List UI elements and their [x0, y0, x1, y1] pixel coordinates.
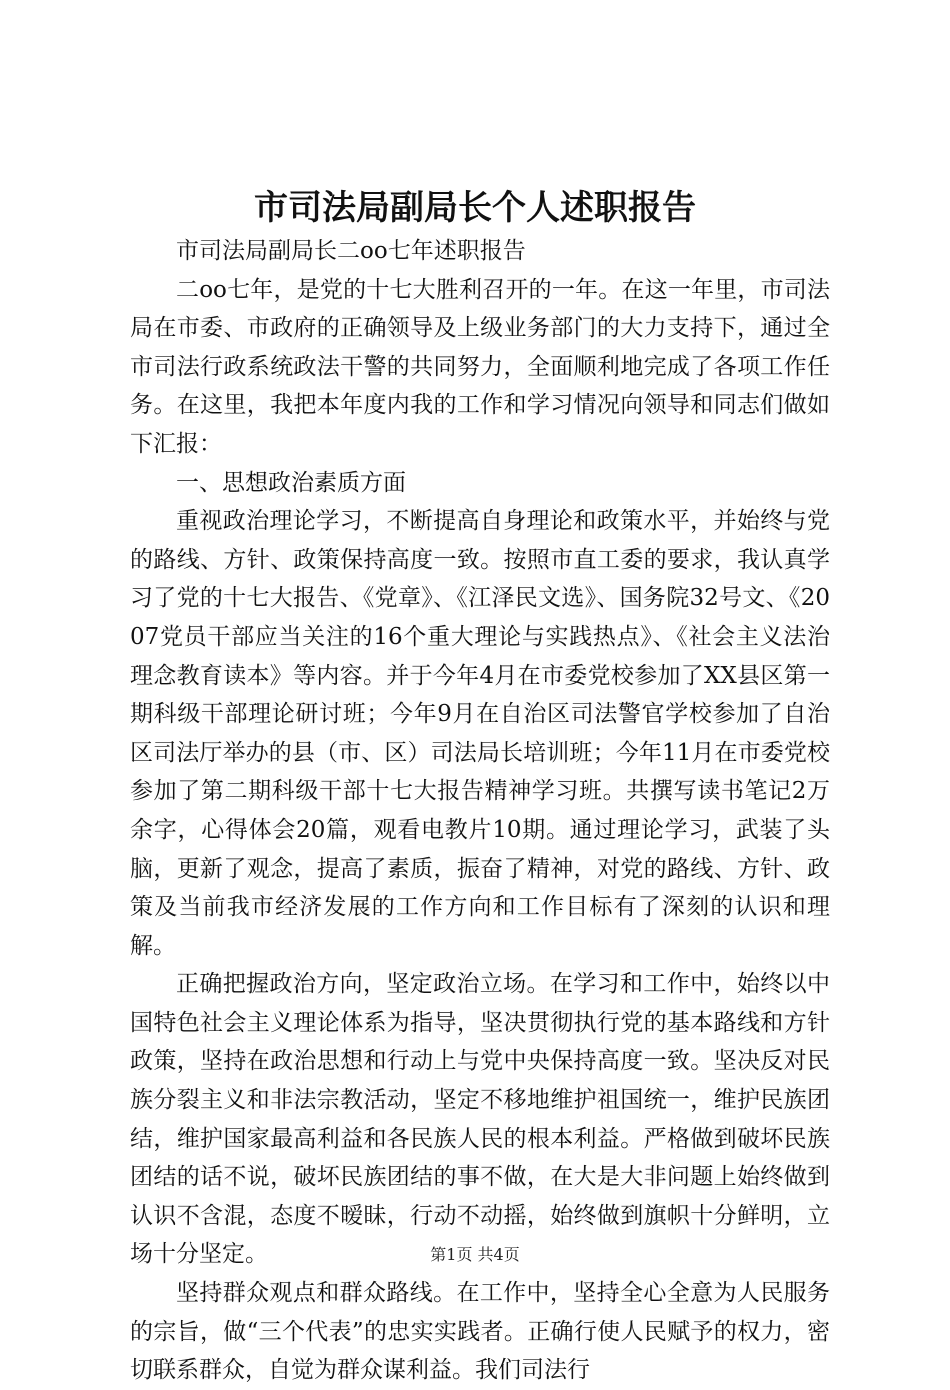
- document-body: [130, 232, 830, 1390]
- body-paragraph: 坚持群众观点和群众路线。在工作中，坚持全心全意为人民服务的宗旨，做“三个代表”的忠实实践者。正确行使人民赋予的权力，密切联系群众，自觉为群众谋利益。我们司法行: [130, 1280, 830, 1384]
- page-number-footer: 第1页 共4页: [430, 1245, 520, 1264]
- body-paragraph: 重视政治理论学习，不断提高自身理论和政策水平，并始终与党的路线、方针、政策保持高度一致。按照市直工委的要求，我认真学习了党的十七大报告、《党章》、《江泽民文选》、国务院32号文、《2007党员干部应当关注的16个重大理论与实践热点》、《社会主义法治理念教育读本》等内容。并于今年4月在市委党校参加了XX县区第一期科级干部理论研讨班；今年9月在自治区司法警官学校参加了自治区司法厅举办的县（市、区）司法局长培训班；今年11月在市委党校参加了第二期科级干部十七大报告精神学习班。共撰写读书笔记2万余字，心得体会20篇，观看电教片10期。通过理论学习，武装了头脑，更新了观念，提高了素质，振奋了精神，对党的路线、方针、政策及当前我市经济发展的工作方向和工作目标有了深刻的认识和理解。: [130, 508, 830, 959]
- intro-paragraph: 二oo七年，是党的十七大胜利召开的一年。在这一年里，市司法局在市委、市政府的正确领导及上级业务部门的大力支持下，通过全市司法行政系统政法干警的共同努力，全面顺利地完成了各项工作任务。在这里，我把本年度内我的工作和学习情况向领导和同志们做如下汇报：: [130, 276, 830, 457]
- body-paragraph: 正确把握政治方向，坚定政治立场。在学习和工作中，始终以中国特色社会主义理论体系为指导，坚决贯彻执行党的基本路线和方针政策，坚持在政治思想和行动上与党中央保持高度一致。坚决反对民族分裂主义和非法宗教活动，坚定不移地维护祖国统一，维护民族团结，维护国家最高利益和各民族人民的根本利益。严格做到破坏民族团结的话不说，破坏民族团结的事不做，在大是大非问题上始终做到认识不含混，态度不暧昧，行动不动摇，始终做到旗帜十分鲜明，立场十分坚定。: [130, 971, 830, 1268]
- section-heading: 一、思想政治素质方面: [176, 469, 406, 496]
- document-title: 市司法局副局长个人述职报告: [254, 188, 696, 228]
- subtitle-paragraph: 市司法局副局长二oo七年述职报告: [176, 238, 526, 264]
